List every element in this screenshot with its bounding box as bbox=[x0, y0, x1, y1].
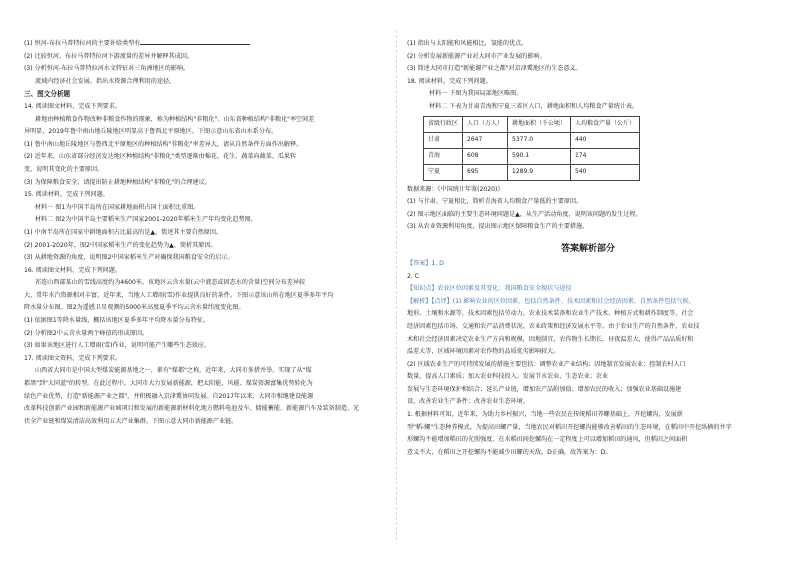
question-line-text: (1) 指出与太阳能和风能相比，氢能的优点。 bbox=[407, 40, 528, 47]
answer-line-text: 经济因素包括市场、交通和农产品消费状况、农业政策和经济发展水平等。由于农业生产的自然条件，农业技 bbox=[407, 322, 700, 330]
question-line bbox=[24, 227, 386, 240]
question-line-text: 14. 阅读图文材料，完成下列要求。 bbox=[24, 102, 121, 110]
question-line bbox=[24, 277, 386, 290]
question-line bbox=[407, 76, 769, 89]
question-line-text: (3) 简述大同市打造"新能源产业之都"对京津冀地区的生态意义。 bbox=[407, 65, 582, 73]
question-line-text: 数据来源：《中国统计年鉴(2020)》 bbox=[407, 185, 504, 193]
table-cell: 青海 bbox=[424, 148, 463, 164]
answer-line bbox=[407, 434, 769, 447]
question-line bbox=[24, 353, 386, 366]
table-cell: 2647 bbox=[463, 132, 508, 148]
question-line-text: 变，说明其变化的主要原因。 bbox=[24, 165, 104, 173]
question-line-text: 伏全产业链和煤炭清洁高效利用五大产业集群。下图示意大同市新能源产业链。 bbox=[24, 417, 238, 425]
answer-line-text: 型"稻-螺"生态种养模式。为提高田螺产量，当地农民对稻田开挖螺沟能够改善稻田的生态环境，在稻田中开挖纵横的井字 bbox=[407, 423, 732, 431]
question-line-text: (2) 近年来，山东省部分经济发达地区种植结构"非粮化"类型逐渐由棉花、花生、蔬菜向蔬菜、瓜果转 bbox=[24, 153, 297, 161]
answer-line bbox=[407, 283, 769, 296]
question-line bbox=[24, 76, 386, 89]
table-cell: 甘肃 bbox=[424, 132, 463, 148]
answer-line bbox=[407, 359, 769, 372]
answer-line bbox=[407, 321, 769, 334]
answer-line bbox=[407, 308, 769, 321]
question-line-text: 17. 阅读图文资料，完成下列要求。 bbox=[24, 354, 121, 362]
question-line bbox=[407, 51, 769, 64]
question-line-text: (2) 分析图2中云含水量两个峰值的形成原因。 bbox=[24, 329, 149, 337]
question-line-text: 三、图文分析题 bbox=[24, 90, 71, 99]
table-cell: 608 bbox=[463, 148, 508, 164]
table-header-cell: 省级行政区 bbox=[424, 116, 463, 132]
question-line-text: 材料二 下表为甘肃青海和宁夏三省区人口，耕地面积和人均粮食产量统计表。 bbox=[429, 102, 639, 110]
question-line-text: 材料二 图2为中国半岛主要稻米生产国家2001-2020年稻米生产年均变化趋势图。 bbox=[35, 216, 257, 224]
table-cell: 5377.0 bbox=[508, 132, 571, 148]
table-cell: 540 bbox=[571, 164, 640, 180]
table-row bbox=[424, 164, 640, 180]
question-line-text: 绿色产业优势，打造"新能源产业之都"，并积极融入京津冀协同发展。自2017年以来，大同市相继建设能源 bbox=[24, 392, 314, 400]
question-line-text: 18. 阅读材料，完成下列问题。 bbox=[407, 77, 492, 85]
question-line-text: (3) 从农业资源利用角度，提出图示地区保障粮食生产的主要措施。 bbox=[407, 223, 589, 231]
question-line-text: 耕地由种植粮食作物改种非粮食作物的现象，称为种植结构"非粮化"。山东省种植结构"非粮化"率空间差 bbox=[35, 115, 315, 123]
question-line bbox=[24, 328, 386, 341]
answer-line-text: 发展与生态环境保护相结合；延长产业链，增加农产品附加值；增加农民的收入；加强农业基础设施建 bbox=[407, 385, 682, 393]
question-line-text: (3) 如果该地区进行人工增雨(雪)作业，说明可能产生哪些生态效应。 bbox=[24, 342, 210, 350]
question-line-text: 材料一 图1为中国半岛所在国家耕地面积占国土面积比重图。 bbox=[35, 203, 200, 211]
question-line-text: 15. 阅读材料，完成下列问题。 bbox=[24, 191, 109, 199]
question-line bbox=[24, 126, 386, 139]
question-line bbox=[24, 114, 386, 127]
table-header-cell: 人均粮食产量（公斤） bbox=[571, 116, 640, 132]
answer-line bbox=[407, 447, 769, 460]
question-line bbox=[24, 202, 386, 215]
answer-line-text: 意义不大，在稻田之开挖螺沟不能减少田螺的天敌，D正确，故答案为：D。 bbox=[407, 448, 612, 456]
question-line bbox=[24, 403, 386, 416]
answer-line-text: 【解析】【点评】(1) 影响农业的区位因素，包括自然条件、技术因素和社会经济因素，自然条件包括气候、 bbox=[407, 297, 695, 305]
question-line bbox=[407, 88, 769, 101]
question-line-text: (1) 与甘肃、宁夏相比，简析青海省人均粮食产量低的主要原因。 bbox=[407, 198, 583, 206]
question-line-text: (3) 从耕地资源的角度，说明图2中国家稻米生产对确保我国粮食安全的启示。 bbox=[24, 254, 234, 262]
question-line bbox=[24, 38, 386, 51]
answer-line-text: 数量，提高人口素质；加大农业科技投入；发展节水农业、生态农业；农业 bbox=[407, 373, 609, 381]
answer-line bbox=[407, 258, 769, 271]
question-line-text: 材料一 下图为我国局部地区略图。 bbox=[429, 90, 523, 98]
answer-line bbox=[407, 409, 769, 422]
answer-blank bbox=[140, 38, 250, 45]
table-row bbox=[424, 148, 640, 164]
question-line bbox=[24, 88, 386, 101]
question-line-text: (3) 分析恒河-布拉马普特拉河水文特征对三角洲地区的影响。 bbox=[24, 65, 190, 73]
question-line bbox=[24, 189, 386, 202]
question-line bbox=[407, 221, 769, 234]
table-header-cell: 人口（万人） bbox=[463, 116, 508, 132]
column-divider bbox=[396, 30, 397, 540]
answer-line-text: 1. 根据材料可知，近年来，为助力乡村振兴，当地一些农民在传统稻田养螺基础上，开挖螺沟，发展新 bbox=[407, 411, 683, 419]
question-line bbox=[24, 290, 386, 303]
question-line bbox=[407, 184, 769, 197]
answer-line bbox=[407, 396, 769, 409]
answer-line bbox=[407, 384, 769, 397]
question-line-text: (2) 2001-2020年，图2中国家稻米生产的变化趋势为▲，简析其原因。 bbox=[24, 241, 217, 249]
answer-line-text: 地形、土壤和水源等，技术因素包括劳动力、农业技术装备和农业生产技术、种植方式和耕作制度等，社会 bbox=[407, 310, 694, 318]
answer-line-text: 2. C bbox=[407, 272, 420, 280]
question-line-text: (2) 分析发展新能源产业对大同市产业发展的影响。 bbox=[407, 52, 546, 60]
question-line bbox=[24, 252, 386, 265]
question-line bbox=[407, 63, 769, 76]
question-line-text: 山西省大同市是中国大型煤炭能源基地之一，素有"煤都"之称，近年来，大同市多措并举，实现了从"煤 bbox=[35, 367, 312, 375]
answer-line-text: (2) 区域农业生产的可持续发展的措施主要包括：调整农业产业结构；因地制宜发展农业；控制农村人口 bbox=[407, 360, 686, 368]
statistics-table bbox=[423, 116, 640, 181]
answer-line-text: 【答案】1. D bbox=[407, 259, 444, 267]
question-line-text: 异明显，2019年鲁中南山地丘陵地区明显高于鲁西北平原地区。下图示意山东省山水系分布。 bbox=[24, 128, 278, 136]
question-line-text: (3) 为保障粮食安全，请提出防止耕地种植结构"非粮化"的合理建议。 bbox=[24, 178, 211, 186]
answer-line-text: 【知识点】农业区位因素及其变化；我国粮食安全现状与途径 bbox=[407, 285, 572, 293]
left-column bbox=[24, 38, 386, 428]
question-line-text: 都黑"到"大同蓝"的转型。在此过程中，大同市大力发展新能源，把太阳能、风能、煤炭资源富集优势转化为 bbox=[24, 380, 313, 388]
question-line bbox=[24, 365, 386, 378]
question-line bbox=[24, 240, 386, 253]
answer-line-text: 术和社会经济因素决定农业生产方向和规模，因地制宜，农作物生长期长，昼夜温差大，使得产品品质好和 bbox=[407, 335, 694, 343]
answer-section-title: 答案解析部分 bbox=[560, 243, 615, 254]
table-cell: 695 bbox=[463, 164, 508, 180]
question-line-text: (1) 恒河-布拉马普特拉河的主要补给类型有 bbox=[24, 40, 141, 47]
answer-line bbox=[407, 271, 769, 284]
question-line bbox=[24, 164, 386, 177]
question-line bbox=[24, 101, 386, 114]
question-line-text: 流域内经济社会发展，指出水资源合理利用的途径。 bbox=[35, 77, 176, 85]
question-line bbox=[24, 315, 386, 328]
question-line-text: (1) 中南半岛所在国家中耕地面积占比最高的是▲，简述其主要自然原因。 bbox=[24, 228, 223, 236]
question-line bbox=[24, 51, 386, 64]
question-line-text: (1) 鲁中南山地丘陵地区与鲁西北平原地区的种植结构"非粮化"率差异大，请从自然条件方面作出解释。 bbox=[24, 140, 303, 148]
question-line bbox=[24, 265, 386, 278]
right-column bbox=[407, 38, 769, 459]
table-row bbox=[424, 132, 640, 148]
question-line bbox=[407, 196, 769, 209]
answer-line bbox=[407, 346, 769, 359]
answer-line bbox=[407, 422, 769, 435]
question-line bbox=[407, 209, 769, 222]
table-cell: 宁夏 bbox=[424, 164, 463, 180]
question-line-text: 改革科技创新产业园和新能源产业城项目和发展的新能源新材料化地方燃料电池及车、储能蓄能、新能源汽车及装备制造、光 bbox=[24, 405, 360, 413]
answer-line bbox=[407, 334, 769, 347]
question-line bbox=[24, 391, 386, 404]
answer-line-text: 形螺沟不能增加稻田的光照强度，在水稻田间挖螺沟在一定程度上可以增加稻田的通风，但稻田之间面积 bbox=[407, 436, 688, 444]
question-line bbox=[24, 151, 386, 164]
question-line bbox=[24, 340, 386, 353]
answer-line bbox=[407, 371, 769, 384]
answer-line bbox=[407, 296, 769, 309]
question-line-text: 大，常年水汽资源相对丰富，近年来，当地人工增雨(雪)作业提供良好的条件。下图示意该山所在地区夏季多年平均 bbox=[24, 291, 334, 299]
question-line bbox=[24, 378, 386, 391]
question-line bbox=[24, 302, 386, 315]
table-cell: 590.1 bbox=[508, 148, 571, 164]
question-line-text: (2) 图示地区面临的主要生态环境问题是▲，从生产活动角度，说明该问题的发生过程。 bbox=[407, 210, 642, 218]
table-header-cell: 耕地面积（千公顷） bbox=[508, 116, 571, 132]
question-line-text: 祁连山西部某山的雪线高度约为4600米。该地区云含水量(云中液态或固态水的含量)空间分布差异较 bbox=[35, 279, 306, 287]
question-line bbox=[407, 38, 769, 51]
question-line bbox=[24, 177, 386, 190]
answer-line-text: 温差大等，区域环境因素对农作物的品质优劣影响较大。 bbox=[407, 348, 560, 356]
question-line bbox=[407, 101, 769, 114]
question-line-text: 16. 阅读图文材料，完成下列问题。 bbox=[24, 266, 121, 274]
question-line-text: 降水量分布图。图2为遥感卫星观测的5000米高度夏季平均云含水量纬度变化图。 bbox=[24, 304, 245, 312]
table-cell: 440 bbox=[571, 132, 640, 148]
question-line-text: (1) 依据图1等降水量线，概括该地区夏季多年平均降水量分布特征。 bbox=[24, 317, 210, 325]
question-line-text: (2) 比较恒河、布拉马普特拉河下游流量的差异并解释其成因。 bbox=[24, 52, 194, 60]
table-cell: 1289.9 bbox=[508, 164, 571, 180]
question-line bbox=[24, 214, 386, 227]
question-line bbox=[24, 416, 386, 429]
table-cell: 174 bbox=[571, 148, 640, 164]
question-line bbox=[24, 139, 386, 152]
question-line bbox=[24, 63, 386, 76]
answer-line-text: 设，改善农业生产条件；改善农业生态环境。 bbox=[407, 398, 529, 406]
